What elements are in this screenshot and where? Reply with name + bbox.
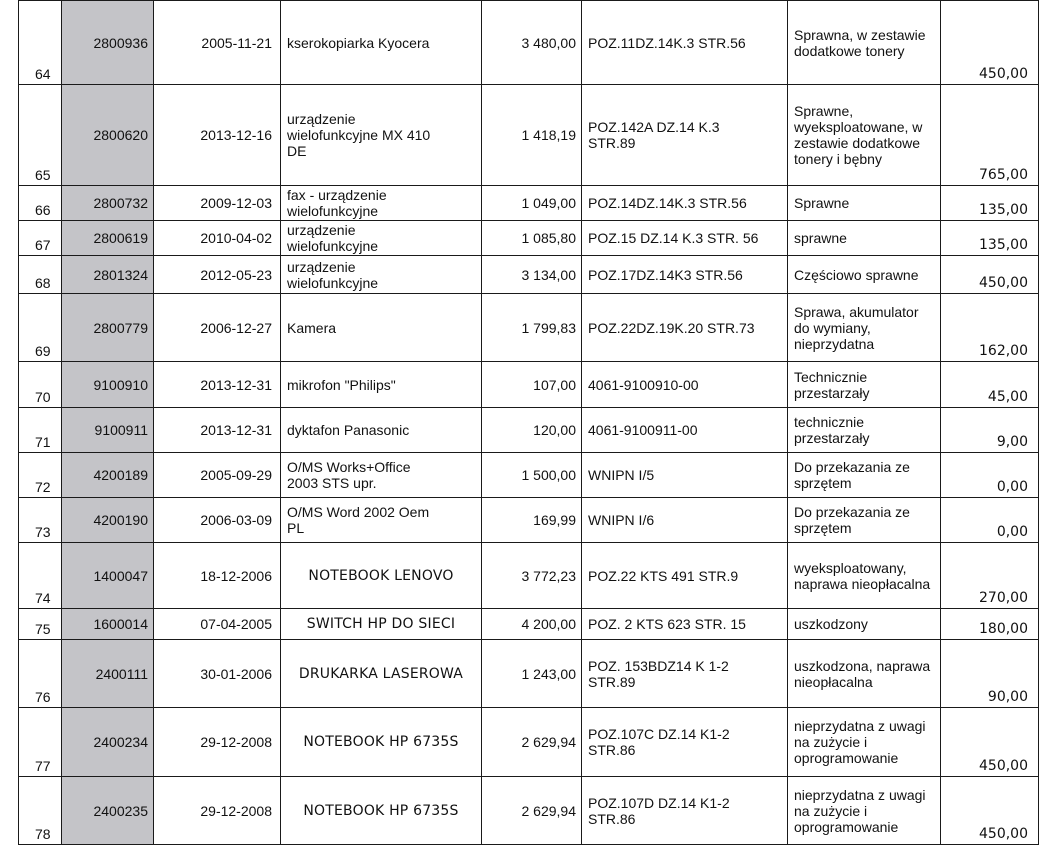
- row-number-cell: [19, 1, 62, 85]
- item-name-cell-text: NOTEBOOK LENOVO: [308, 567, 454, 584]
- ledger-reference-cell: [582, 498, 788, 543]
- acquisition-date-cell-text: 29-12-2008: [200, 802, 272, 819]
- table-row: [19, 777, 1039, 845]
- item-name-cell: [281, 609, 482, 640]
- item-name-cell-text: O/MS Works+Office 2003 STS upr.: [287, 459, 411, 491]
- initial-value-cell-text: 120,00: [533, 422, 576, 438]
- condition-cell-text: Technicznie przestarzały: [794, 368, 870, 401]
- item-name-cell: [281, 543, 482, 609]
- estimated-price-cell-text: 45,00: [987, 389, 1028, 405]
- inventory-number-cell-text: 9100911: [94, 422, 148, 438]
- table-row: [19, 362, 1039, 408]
- condition-cell-text: technicznie przestarzały: [794, 414, 870, 446]
- acquisition-date-cell: [154, 256, 281, 294]
- ledger-reference-cell-text: POZ.107C DZ.14 K1-2 STR.86: [588, 726, 730, 758]
- ledger-reference-cell: [582, 221, 788, 256]
- item-name-cell: [281, 221, 482, 256]
- row-number-cell-text: 78: [35, 826, 51, 842]
- estimated-price-cell: [941, 85, 1039, 186]
- ledger-reference-cell-text: POZ.22DZ.19K.20 STR.73: [588, 319, 755, 336]
- inventory-number-cell: [62, 408, 154, 453]
- row-number-cell: [19, 498, 62, 543]
- condition-cell-text: Sprawne, wyeksploatowane, w zestawie dodatkowe tonery i bębny: [794, 103, 923, 167]
- ledger-reference-cell-text: POZ.107D DZ.14 K1-2 STR.86: [588, 794, 730, 827]
- item-name-cell-text: DRUKARKA LASEROWA: [298, 665, 464, 682]
- ledger-reference-cell-text: POZ. 153BDZ14 K 1-2 STR.89: [588, 657, 729, 690]
- condition-cell-text: Sprawa, akumulator do wymiany, nieprzydatna: [794, 303, 919, 352]
- table-row: [19, 294, 1039, 362]
- inventory-number-cell-text: 2400111: [95, 665, 148, 682]
- acquisition-date-cell-text: 2010-04-02: [200, 230, 272, 246]
- inventory-number-cell: [62, 453, 154, 498]
- acquisition-date-cell: [154, 85, 281, 186]
- item-name-cell: [281, 85, 482, 186]
- acquisition-date-cell: [154, 543, 281, 609]
- acquisition-date-cell: [154, 408, 281, 453]
- table-row: [19, 186, 1039, 221]
- acquisition-date-cell: [154, 186, 281, 221]
- row-number-cell-text: 74: [35, 590, 51, 606]
- condition-cell: [788, 543, 941, 609]
- initial-value-cell: [482, 1, 582, 85]
- initial-value-cell: [482, 362, 582, 408]
- row-number-cell-text: 65: [35, 167, 51, 183]
- ledger-reference-cell: [582, 777, 788, 845]
- inventory-number-cell: [62, 609, 154, 640]
- initial-value-cell-text: 1 243,00: [521, 665, 576, 682]
- row-number-cell-text: 64: [35, 66, 51, 82]
- item-name-cell-text: urządzenie wielofunkcyjne: [287, 258, 379, 291]
- row-number-cell: [19, 186, 62, 221]
- acquisition-date-cell-text: 18-12-2006: [200, 567, 272, 584]
- initial-value-cell-text: 1 085,80: [521, 230, 576, 246]
- inventory-number-cell: [62, 1, 154, 85]
- inventory-number-cell-text: 2800732: [93, 195, 148, 211]
- acquisition-date-cell-text: 2009-12-03: [200, 195, 272, 211]
- initial-value-cell-text: 1 049,00: [521, 195, 576, 211]
- row-number-cell-text: 75: [35, 621, 51, 637]
- initial-value-cell-text: 169,99: [533, 512, 576, 528]
- acquisition-date-cell: [154, 221, 281, 256]
- inventory-number-cell: [62, 362, 154, 408]
- acquisition-date-cell-text: 2006-12-27: [200, 319, 272, 336]
- ledger-reference-cell-text: WNIPN I/6: [588, 512, 655, 528]
- initial-value-cell-text: 1 799,83: [521, 319, 576, 336]
- item-name-cell: [281, 408, 482, 453]
- item-name-cell: [281, 186, 482, 221]
- inventory-number-cell: [62, 777, 154, 845]
- item-name-cell-text: SWITCH HP DO SIECI: [306, 616, 456, 632]
- row-number-cell: [19, 609, 62, 640]
- ledger-reference-cell: [582, 256, 788, 294]
- condition-cell: [788, 453, 941, 498]
- condition-cell: [788, 294, 941, 362]
- inventory-number-cell: [62, 294, 154, 362]
- estimated-price-cell: [941, 186, 1039, 221]
- estimated-price-cell-text: 450,00: [979, 66, 1028, 82]
- item-name-cell-text: NOTEBOOK HP 6735S: [303, 734, 459, 750]
- estimated-price-cell-text: 9,00: [996, 434, 1028, 450]
- condition-cell-text: wyeksploatowany, naprawa nieopłacalna: [794, 559, 931, 592]
- acquisition-date-cell-text: 2013-12-16: [200, 127, 272, 143]
- row-number-cell-text: 66: [35, 202, 51, 218]
- condition-cell: [788, 708, 941, 777]
- ledger-reference-cell-text: POZ.14DZ.14K.3 STR.56: [588, 195, 747, 211]
- inventory-number-cell-text: 2400235: [93, 802, 148, 819]
- estimated-price-cell: [941, 221, 1039, 256]
- initial-value-cell: [482, 453, 582, 498]
- condition-cell: [788, 85, 941, 186]
- estimated-price-cell-text: 180,00: [979, 621, 1028, 637]
- row-number-cell: [19, 408, 62, 453]
- inventory-number-cell-text: 2800619: [93, 230, 148, 246]
- ledger-reference-cell-text: POZ.11DZ.14K.3 STR.56: [588, 34, 746, 51]
- ledger-reference-cell: [582, 85, 788, 186]
- initial-value-cell: [482, 640, 582, 708]
- initial-value-cell: [482, 543, 582, 609]
- item-name-cell: [281, 362, 482, 408]
- condition-cell: [788, 777, 941, 845]
- ledger-reference-cell-text: 4061-9100910-00: [588, 376, 699, 393]
- acquisition-date-cell: [154, 1, 281, 85]
- row-number-cell-text: 70: [35, 389, 51, 405]
- table-row: [19, 453, 1039, 498]
- estimated-price-cell-text: 450,00: [979, 826, 1028, 842]
- estimated-price-cell: [941, 362, 1039, 408]
- estimated-price-cell-text: 450,00: [979, 758, 1028, 774]
- acquisition-date-cell-text: 07-04-2005: [200, 616, 272, 632]
- row-number-cell: [19, 362, 62, 408]
- item-name-cell-text: dyktafon Panasonic: [287, 422, 410, 438]
- estimated-price-cell: [941, 408, 1039, 453]
- ledger-reference-cell: [582, 543, 788, 609]
- row-number-cell-text: 71: [35, 434, 51, 450]
- table-row: [19, 708, 1039, 777]
- ledger-reference-cell: [582, 708, 788, 777]
- condition-cell: [788, 256, 941, 294]
- acquisition-date-cell: [154, 453, 281, 498]
- table-row: [19, 408, 1039, 453]
- item-name-cell: [281, 294, 482, 362]
- acquisition-date-cell-text: 2006-03-09: [200, 512, 272, 528]
- row-number-cell-text: 69: [35, 343, 51, 359]
- inventory-number-cell-text: 9100910: [93, 376, 148, 393]
- table-row: [19, 85, 1039, 186]
- estimated-price-cell: [941, 708, 1039, 777]
- item-name-cell-text: O/MS Word 2002 Oem PL: [287, 504, 430, 536]
- row-number-cell: [19, 294, 62, 362]
- row-number-cell: [19, 256, 62, 294]
- table-row: [19, 498, 1039, 543]
- estimated-price-cell: [941, 543, 1039, 609]
- estimated-price-cell: [941, 1, 1039, 85]
- ledger-reference-cell: [582, 609, 788, 640]
- initial-value-cell-text: 4 200,00: [521, 616, 576, 632]
- row-number-cell: [19, 453, 62, 498]
- inventory-number-cell: [62, 543, 154, 609]
- item-name-cell: [281, 1, 482, 85]
- item-name-cell: [281, 777, 482, 845]
- acquisition-date-cell-text: 2013-12-31: [200, 376, 272, 393]
- initial-value-cell: [482, 221, 582, 256]
- initial-value-cell-text: 1 500,00: [521, 467, 576, 483]
- row-number-cell-text: 68: [35, 275, 51, 291]
- initial-value-cell: [482, 498, 582, 543]
- condition-cell: [788, 221, 941, 256]
- ledger-reference-cell: [582, 1, 788, 85]
- acquisition-date-cell: [154, 498, 281, 543]
- condition-cell-text: nieprzydatna z uwagi na zużycie i oprogramowanie: [794, 786, 926, 835]
- initial-value-cell: [482, 609, 582, 640]
- condition-cell: [788, 362, 941, 408]
- estimated-price-cell-text: 450,00: [979, 275, 1028, 291]
- condition-cell: [788, 640, 941, 708]
- initial-value-cell: [482, 294, 582, 362]
- condition-cell: [788, 498, 941, 543]
- inventory-table: [18, 0, 1039, 845]
- initial-value-cell: [482, 85, 582, 186]
- acquisition-date-cell-text: 29-12-2008: [200, 734, 272, 750]
- ledger-reference-cell: [582, 294, 788, 362]
- row-number-cell-text: 67: [35, 237, 51, 253]
- inventory-number-cell-text: 1400047: [93, 567, 148, 584]
- row-number-cell: [19, 85, 62, 186]
- initial-value-cell-text: 3 772,23: [521, 567, 576, 584]
- inventory-number-cell-text: 2801324: [93, 266, 148, 283]
- row-number-cell: [19, 221, 62, 256]
- acquisition-date-cell-text: 2005-11-21: [201, 34, 272, 51]
- condition-cell-text: Sprawna, w zestawie dodatkowe tonery: [794, 26, 926, 59]
- estimated-price-cell-text: 90,00: [987, 689, 1028, 705]
- item-name-cell-text: urządzenie wielofunkcyjne MX 410 DE: [287, 111, 431, 159]
- condition-cell: [788, 609, 941, 640]
- ledger-reference-cell: [582, 408, 788, 453]
- item-name-cell: [281, 453, 482, 498]
- estimated-price-cell: [941, 498, 1039, 543]
- estimated-price-cell-text: 0,00: [996, 479, 1028, 495]
- initial-value-cell: [482, 777, 582, 845]
- estimated-price-cell: [941, 609, 1039, 640]
- estimated-price-cell: [941, 453, 1039, 498]
- acquisition-date-cell: [154, 640, 281, 708]
- ledger-reference-cell-text: POZ.15 DZ.14 K.3 STR. 56: [588, 230, 759, 246]
- estimated-price-cell: [941, 256, 1039, 294]
- inventory-number-cell-text: 4200190: [93, 512, 148, 528]
- row-number-cell: [19, 777, 62, 845]
- item-name-cell-text: NOTEBOOK HP 6735S: [303, 802, 459, 819]
- ledger-reference-cell: [582, 453, 788, 498]
- inventory-number-cell: [62, 256, 154, 294]
- inventory-number-cell-text: 2400234: [93, 734, 148, 750]
- condition-cell: [788, 186, 941, 221]
- estimated-price-cell-text: 162,00: [979, 343, 1028, 359]
- item-name-cell-text: fax - urządzenie wielofunkcyjne: [287, 187, 387, 219]
- acquisition-date-cell: [154, 362, 281, 408]
- estimated-price-cell-text: 135,00: [979, 202, 1028, 218]
- row-number-cell: [19, 708, 62, 777]
- inventory-number-cell: [62, 640, 154, 708]
- table-row: [19, 609, 1039, 640]
- row-number-cell-text: 73: [35, 524, 51, 540]
- item-name-cell: [281, 708, 482, 777]
- row-number-cell: [19, 640, 62, 708]
- inventory-number-cell: [62, 85, 154, 186]
- table-row: [19, 1, 1039, 85]
- item-name-cell-text: kserokopiarka Kyocera: [287, 34, 430, 51]
- initial-value-cell-text: 3 134,00: [521, 266, 576, 283]
- acquisition-date-cell: [154, 609, 281, 640]
- row-number-cell-text: 72: [35, 479, 51, 495]
- estimated-price-cell: [941, 294, 1039, 362]
- ledger-reference-cell-text: POZ.22 KTS 491 STR.9: [588, 567, 739, 584]
- condition-cell-text: sprawne: [794, 230, 847, 246]
- initial-value-cell-text: 107,00: [533, 376, 576, 393]
- ledger-reference-cell-text: WNIPN I/5: [588, 467, 655, 483]
- ledger-reference-cell-text: POZ.142A DZ.14 K.3 STR.89: [588, 119, 720, 151]
- initial-value-cell-text: 3 480,00: [521, 34, 576, 51]
- initial-value-cell-text: 1 418,19: [521, 127, 576, 143]
- initial-value-cell: [482, 408, 582, 453]
- inventory-number-cell-text: 4200189: [93, 467, 148, 483]
- item-name-cell-text: urządzenie wielofunkcyjne: [287, 222, 379, 254]
- acquisition-date-cell-text: 2005-09-29: [200, 467, 272, 483]
- condition-cell: [788, 1, 941, 85]
- initial-value-cell-text: 2 629,94: [521, 734, 576, 750]
- condition-cell-text: Do przekazania ze sprzętem: [794, 459, 910, 491]
- item-name-cell: [281, 256, 482, 294]
- estimated-price-cell-text: 270,00: [979, 590, 1028, 606]
- initial-value-cell-text: 2 629,94: [521, 802, 576, 819]
- condition-cell-text: Sprawne: [794, 195, 850, 211]
- inventory-number-cell-text: 1600014: [93, 616, 148, 632]
- inventory-number-cell: [62, 708, 154, 777]
- acquisition-date-cell-text: 2012-05-23: [200, 266, 272, 283]
- condition-cell-text: uszkodzona, naprawa nieopłacalna: [794, 657, 931, 690]
- table-row: [19, 543, 1039, 609]
- acquisition-date-cell: [154, 708, 281, 777]
- row-number-cell-text: 76: [35, 689, 51, 705]
- initial-value-cell: [482, 708, 582, 777]
- condition-cell-text: nieprzydatna z uwagi na zużycie i oprogramowanie: [794, 718, 926, 766]
- table-row: [19, 256, 1039, 294]
- estimated-price-cell: [941, 640, 1039, 708]
- ledger-reference-cell: [582, 362, 788, 408]
- ledger-reference-cell-text: POZ.17DZ.14K3 STR.56: [588, 266, 743, 283]
- estimated-price-cell: [941, 777, 1039, 845]
- item-name-cell: [281, 640, 482, 708]
- inventory-number-cell: [62, 221, 154, 256]
- table-row: [19, 221, 1039, 256]
- row-number-cell-text: 77: [35, 758, 51, 774]
- row-number-cell: [19, 543, 62, 609]
- ledger-reference-cell: [582, 186, 788, 221]
- condition-cell-text: Do przekazania ze sprzętem: [794, 504, 910, 536]
- acquisition-date-cell: [154, 777, 281, 845]
- table-row: [19, 640, 1039, 708]
- condition-cell: [788, 408, 941, 453]
- ledger-reference-cell-text: POZ. 2 KTS 623 STR. 15: [588, 616, 746, 632]
- condition-cell-text: uszkodzony: [794, 616, 868, 632]
- ledger-reference-cell: [582, 640, 788, 708]
- acquisition-date-cell-text: 2013-12-31: [200, 422, 272, 438]
- estimated-price-cell-text: 765,00: [979, 167, 1028, 183]
- estimated-price-cell-text: 0,00: [996, 524, 1028, 540]
- inventory-number-cell: [62, 186, 154, 221]
- acquisition-date-cell: [154, 294, 281, 362]
- estimated-price-cell-text: 135,00: [979, 237, 1028, 253]
- inventory-number-cell-text: 2800620: [93, 127, 148, 143]
- inventory-number-cell-text: 2800936: [93, 34, 148, 51]
- initial-value-cell: [482, 256, 582, 294]
- acquisition-date-cell-text: 30-01-2006: [200, 665, 272, 682]
- item-name-cell: [281, 498, 482, 543]
- item-name-cell-text: Kamera: [287, 319, 337, 336]
- item-name-cell-text: mikrofon "Philips": [287, 376, 396, 393]
- inventory-number-cell-text: 2800779: [93, 319, 148, 336]
- ledger-reference-cell-text: 4061-9100911-00: [588, 422, 698, 438]
- inventory-number-cell: [62, 498, 154, 543]
- condition-cell-text: Częściowo sprawne: [794, 266, 919, 283]
- initial-value-cell: [482, 186, 582, 221]
